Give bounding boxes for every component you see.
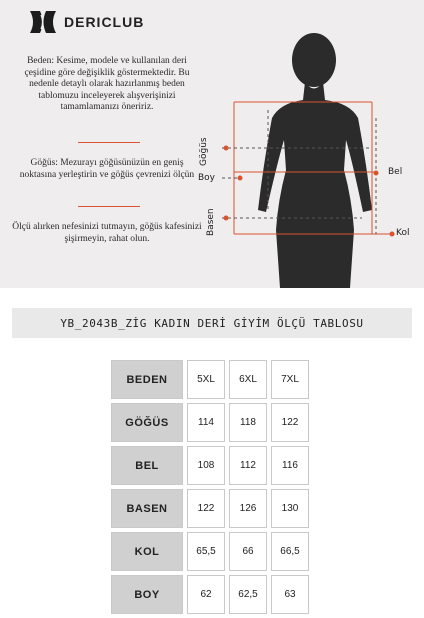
table-cell: 65,5 [187, 532, 225, 571]
label-gogus: Göğüs [199, 137, 209, 166]
brand-name: DERICLUB [64, 14, 145, 30]
table-row [111, 489, 309, 528]
table-cell: 112 [229, 446, 267, 485]
table-cell: 122 [187, 489, 225, 528]
table-cell: 118 [229, 403, 267, 442]
header-cell: 6XL [229, 360, 267, 399]
header-cell: BEDEN [111, 360, 183, 399]
table-header-row [111, 360, 309, 399]
table-cell: 66 [229, 532, 267, 571]
label-bel: Bel [388, 167, 403, 177]
table-cell: 108 [187, 446, 225, 485]
table-cell: 62,5 [229, 575, 267, 614]
spacer [0, 288, 424, 308]
table-title: YB_2043B_ZİG KADIN DERİ GİYİM ÖLÇÜ TABLOSU [60, 316, 364, 330]
size-table [107, 356, 313, 618]
table-cell: 116 [271, 446, 309, 485]
table-cell: 114 [187, 403, 225, 442]
row-label: KOL [111, 532, 183, 571]
table-cell: 126 [229, 489, 267, 528]
row-label: BOY [111, 575, 183, 614]
header-cell: 5XL [187, 360, 225, 399]
table-title-bar [12, 308, 412, 338]
label-kol: Kol [396, 228, 410, 238]
body-silhouette-figure [0, 0, 424, 288]
table-row [111, 532, 309, 571]
row-label: BEL [111, 446, 183, 485]
row-label: BASEN [111, 489, 183, 528]
label-basen: Basen [206, 208, 216, 236]
size-guide-panel [0, 0, 424, 288]
table-cell: 130 [271, 489, 309, 528]
header-cell: 7XL [271, 360, 309, 399]
row-label: GÖĞÜS [111, 403, 183, 442]
info-paragraph-beden: Beden: Kesime, modele ve kullanılan deri çeşidine göre değişiklik göstermektedir. Bu nedenle detaylı olarak hazırlanmış beden tablomuzu inceleyerek alışverişinizi tamamlamanızı öneririz. [24, 56, 190, 112]
info-paragraph-gogus: Göğüs: Mezurayı göğüsünüzün en geniş noktasına yerleştirin ve göğüs çevrenizi ölçün [19, 158, 195, 180]
table-cell: 62 [187, 575, 225, 614]
info-paragraph-tips: Ölçü alırken nefesinizi tutmayın, göğüs kafesinizi şişirmeyin, rahat olun. [12, 222, 202, 244]
table-cell: 122 [271, 403, 309, 442]
table-cell: 66,5 [271, 532, 309, 571]
table-cell: 63 [271, 575, 309, 614]
table-row [111, 403, 309, 442]
label-boy: Boy [198, 173, 216, 183]
table-row [111, 446, 309, 485]
table-row [111, 575, 309, 614]
